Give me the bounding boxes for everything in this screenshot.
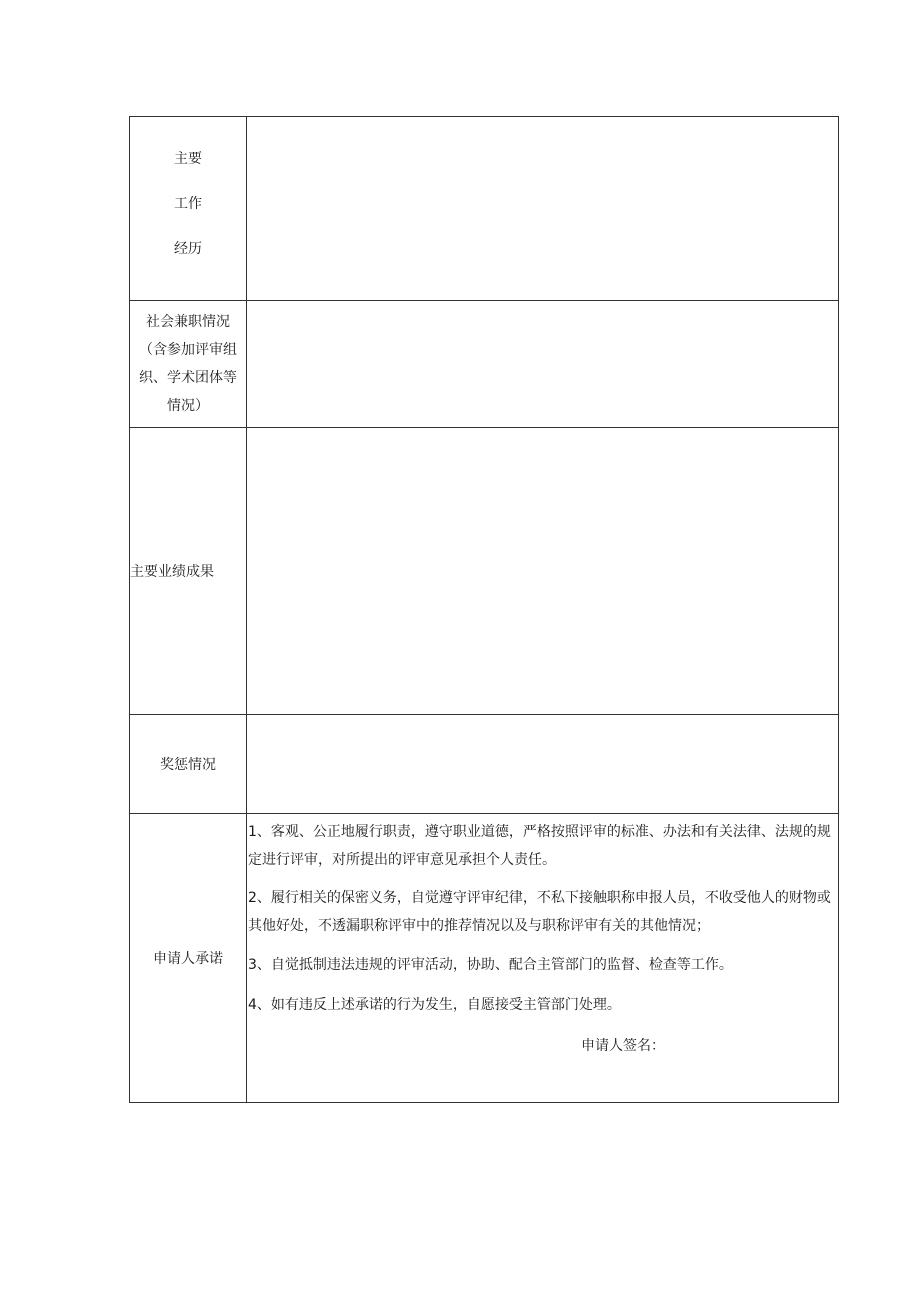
commitment-row	[130, 814, 839, 1103]
work-history-label-line: 工作	[174, 196, 202, 212]
social-positions-label	[130, 308, 246, 420]
social-positions-label-line: 情况）	[167, 398, 209, 414]
work-history-row	[130, 117, 839, 301]
achievements-row	[130, 428, 839, 715]
social-positions-label-line: 社会兼职情况	[146, 314, 230, 330]
work-history-field[interactable]	[247, 117, 839, 301]
commitment-item-3: 3、自觉抵制违法违规的评审活动，协助、配合主管部门的监督、检查等工作。	[248, 957, 733, 973]
work-history-label	[130, 137, 246, 272]
commitment-item-4: 4、如有违反上述承诺的行为发生，自愿接受主管部门处理。	[248, 997, 621, 1013]
awards-label-cell	[130, 715, 247, 814]
commitment-text-block	[247, 814, 838, 1102]
work-history-label-line: 主要	[174, 151, 202, 167]
awards-label: 奖惩情况	[160, 757, 216, 773]
awards-field[interactable]	[247, 715, 839, 814]
commitment-content	[247, 814, 839, 1103]
expert-application-form	[129, 116, 839, 1103]
work-history-label-cell	[130, 117, 247, 301]
commitment-label-cell	[130, 814, 247, 1103]
social-positions-field[interactable]	[247, 301, 839, 428]
achievements-field[interactable]	[247, 428, 839, 715]
applicant-signature-label: 申请人签名：	[581, 1038, 665, 1054]
commitment-label: 申请人承诺	[153, 951, 223, 967]
social-positions-label-line: （含参加评审组	[139, 342, 237, 358]
achievements-label-cell	[130, 428, 247, 715]
commitment-item-2: 2、履行相关的保密义务，自觉遵守评审纪律，不私下接触职称申报人员，不收受他人的财物或其他好处，不透漏职称评审中的推荐情况以及与职称评审有关的其他情况；	[248, 890, 831, 934]
social-positions-label-line: 织、学术团体等	[139, 370, 237, 386]
awards-row	[130, 715, 839, 814]
achievements-label: 主要业绩成果	[130, 564, 214, 580]
commitment-item-1: 1、客观、公正地履行职责，遵守职业道德，严格按照评审的标准、办法和有关法律、法规的规定进行评审，对所提出的评审意见承担个人责任。	[248, 824, 831, 868]
social-positions-label-cell	[130, 301, 247, 428]
social-positions-row	[130, 301, 839, 428]
work-history-label-line: 经历	[174, 241, 202, 257]
